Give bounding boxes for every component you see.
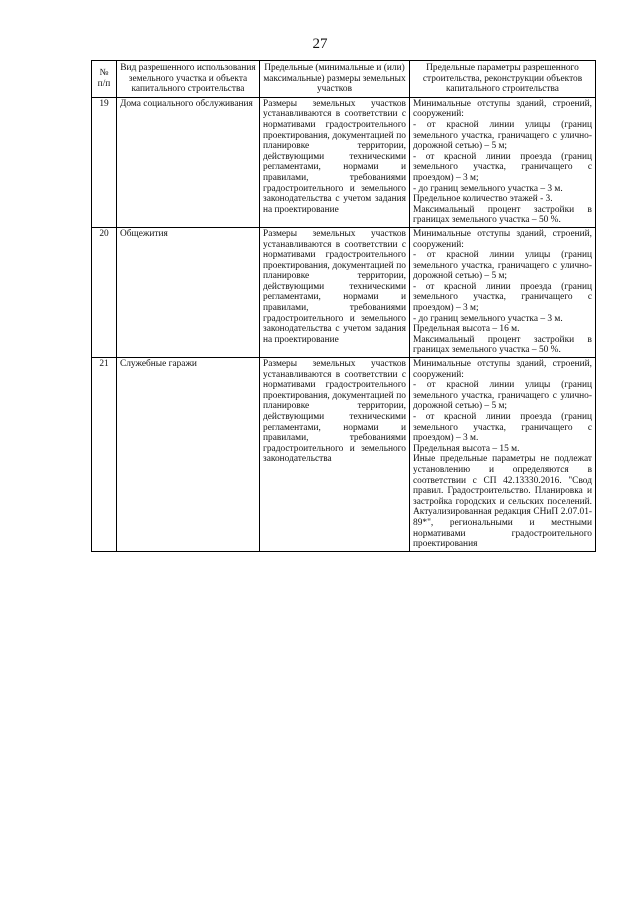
param-line: Предельное количество этажей - 3.	[413, 194, 553, 205]
row-num: 20	[92, 227, 117, 357]
param-line: - от красной линии проезда (границ земельного участка, граничащего с проездом) – 3 м;	[413, 281, 592, 314]
row-use-type: Дома социального обслуживания	[117, 97, 260, 227]
param-line: - от красной линии улицы (границ земельного участка, граничащего с улично-дорожной сетью) – 5 м;	[413, 119, 592, 152]
zoning-parameters-table	[91, 60, 596, 552]
param-line: - до границ земельного участка – 3 м.	[413, 183, 563, 194]
param-line: - от красной линии проезда (границ земельного участка, граничащего с проездом) – 3 м;	[413, 151, 592, 183]
param-line: - от красной линии улицы (границ земельного участка, граничащего с улично-дорожной сетью) – 5 м;	[413, 380, 592, 412]
param-line: - от красной линии проезда (границ земельного участка, граничащего с проездом) – 3 м.	[413, 412, 592, 444]
param-line: - до границ земельного участка – 3 м.	[413, 313, 563, 324]
param-line: Минимальные отступы зданий, строений, сооружений:	[413, 98, 592, 120]
param-line: Максимальный процент застройки в границах земельного участка – 50 %.	[413, 334, 592, 356]
param-line: Максимальный процент застройки в границах земельного участка – 50 %.	[413, 204, 592, 226]
row-use-type: Общежития	[117, 227, 260, 357]
row-plot-sizes: Размеры земельных участков устанавливаются в соответствии с нормативами градостроительного проектирования, документацией по планировке территории, действующими техническими регламентами, нормами и правилами, требованиями градостроительного и земельного законодательства с учетом задания на проектирование	[260, 227, 410, 357]
row-parameters	[410, 227, 596, 357]
row-plot-sizes: Размеры земельных участков устанавливаются в соответствии с нормативами градостроительного проектирования, документацией по планировке территории, действующими техническими регламентами, нормами и правилами, требованиями градостроительного и земельного законодательства с учетом задания на проектирование	[260, 97, 410, 227]
table-row	[92, 227, 596, 357]
row-num: 21	[92, 358, 117, 552]
param-line: Минимальные отступы зданий, строений, сооружений:	[413, 359, 592, 380]
param-line: Предельная высота – 15 м.	[413, 443, 520, 454]
param-line: Предельная высота – 16 м.	[413, 324, 520, 335]
row-num: 19	[92, 97, 117, 227]
row-parameters	[410, 358, 596, 552]
table-header-row	[92, 61, 596, 98]
header-parameters: Предельные параметры разрешенного строительства, реконструкции объектов капитального строительства	[410, 61, 596, 98]
page-number: 27	[312, 36, 328, 52]
row-use-type: Служебные гаражи	[117, 358, 260, 552]
row-plot-sizes: Размеры земельных участков устанавливаются в соответствии с нормативами градостроительного проектирования, документацией по планировке территории, действующими техническими регламентами, нормами и правилами, требованиями градостроительного и земельного законодательства	[260, 358, 410, 552]
table-row	[92, 358, 596, 552]
row-parameters	[410, 97, 596, 227]
param-line: Минимальные отступы зданий, строений, сооружений:	[413, 228, 592, 250]
header-plot-sizes: Предельные (минимальные и (или) максимальные) размеры земельных участков	[260, 61, 410, 98]
param-line: Иные предельные параметры не подлежат установлению и определяются в соответствии с СП 42.13330.2016. "Свод правил. Градостроительство. Планировка и застройка городских и сельских поселений. Актуализированная редакция СНиП 2.07.01-89*", региональными и местными нормативами градостроительного проектирования	[413, 454, 592, 550]
header-num: № п/п	[92, 61, 117, 98]
table-row	[92, 97, 596, 227]
header-use-type: Вид разрешенного использования земельного участка и объекта капитального строительства	[117, 61, 260, 98]
param-line: - от красной линии улицы (границ земельного участка, граничащего с улично-дорожной сетью) – 5 м;	[413, 250, 592, 282]
